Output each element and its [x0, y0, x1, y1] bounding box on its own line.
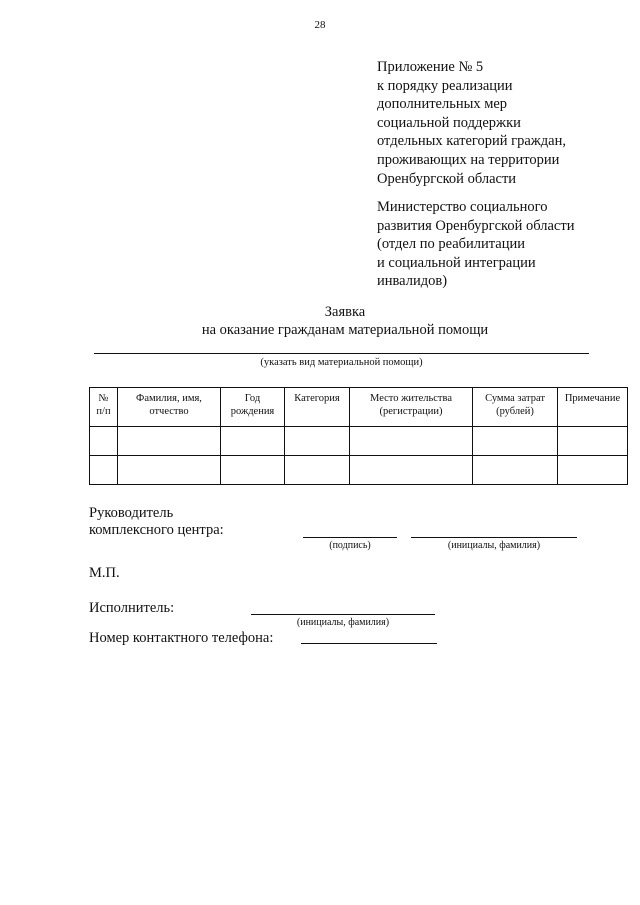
head-label-line2: комплексного центра:: [89, 522, 224, 538]
document-subtitle: на оказание гражданам материальной помощи: [201, 322, 489, 338]
addressee-line: (отдел по реабилитации: [377, 236, 526, 253]
table-row: [90, 427, 628, 456]
table-cell[interactable]: [221, 427, 285, 456]
table-cell[interactable]: [285, 456, 350, 485]
table-cell[interactable]: [118, 456, 221, 485]
signature-hint: (подпись): [329, 540, 371, 551]
addressee-line: инвалидов): [377, 273, 448, 290]
document-title: Заявка: [324, 304, 366, 320]
col-category-header: Категория: [285, 388, 350, 427]
table-cell[interactable]: [473, 427, 558, 456]
table-cell[interactable]: [118, 427, 221, 456]
table-cell[interactable]: [221, 456, 285, 485]
table-cell[interactable]: [558, 427, 628, 456]
col-note-header: Примечание: [558, 388, 628, 427]
appendix-line: дополнительных мер: [377, 96, 508, 113]
aid-type-line[interactable]: [94, 353, 589, 354]
head-name-hint: (инициалы, фамилия): [447, 540, 541, 551]
table-cell[interactable]: [90, 427, 118, 456]
executor-name-hint: (инициалы, фамилия): [296, 617, 390, 628]
executor-name-line[interactable]: [251, 614, 435, 615]
table-cell[interactable]: [558, 456, 628, 485]
addressee-line: развития Оренбургской области: [377, 217, 575, 234]
appendix-line: Приложение № 5: [377, 59, 484, 75]
addressee-line: и социальной интеграции: [377, 254, 536, 271]
head-signature-line[interactable]: [303, 537, 397, 538]
appendix-line: проживающих на территории: [377, 151, 560, 168]
col-birthyear-header: Год рождения: [221, 388, 285, 427]
appendix-line: отдельных категорий граждан,: [377, 133, 566, 150]
aid-type-hint: (указать вид материальной помощи): [260, 357, 423, 368]
table-row: [90, 456, 628, 485]
recipients-table: [89, 387, 628, 485]
page-number: 28: [314, 19, 326, 31]
col-residence-header: Место жительства (регистрации): [350, 388, 473, 427]
table-cell[interactable]: [350, 427, 473, 456]
table-cell[interactable]: [350, 456, 473, 485]
appendix-line: социальной поддержки: [377, 114, 521, 131]
col-fullname-header: Фамилия, имя, отчество: [118, 388, 221, 427]
head-label-line1: Руководитель: [89, 505, 174, 521]
phone-line[interactable]: [301, 643, 437, 644]
col-number-header: № п/п: [90, 388, 118, 427]
table-cell[interactable]: [473, 456, 558, 485]
executor-label: Исполнитель:: [89, 600, 175, 616]
col-amount-header: Сумма затрат (рублей): [473, 388, 558, 427]
table-header-row: [90, 388, 628, 427]
table-cell[interactable]: [285, 427, 350, 456]
appendix-header: [377, 58, 566, 188]
addressee-block: [377, 198, 574, 291]
stamp-label: М.П.: [89, 565, 120, 581]
appendix-line: к порядку реализации: [377, 77, 513, 94]
head-name-line[interactable]: [411, 537, 577, 538]
table-cell[interactable]: [90, 456, 118, 485]
addressee-line: Министерство социального: [377, 199, 548, 215]
phone-label: Номер контактного телефона:: [89, 630, 274, 646]
appendix-line: Оренбургской области: [377, 170, 517, 187]
